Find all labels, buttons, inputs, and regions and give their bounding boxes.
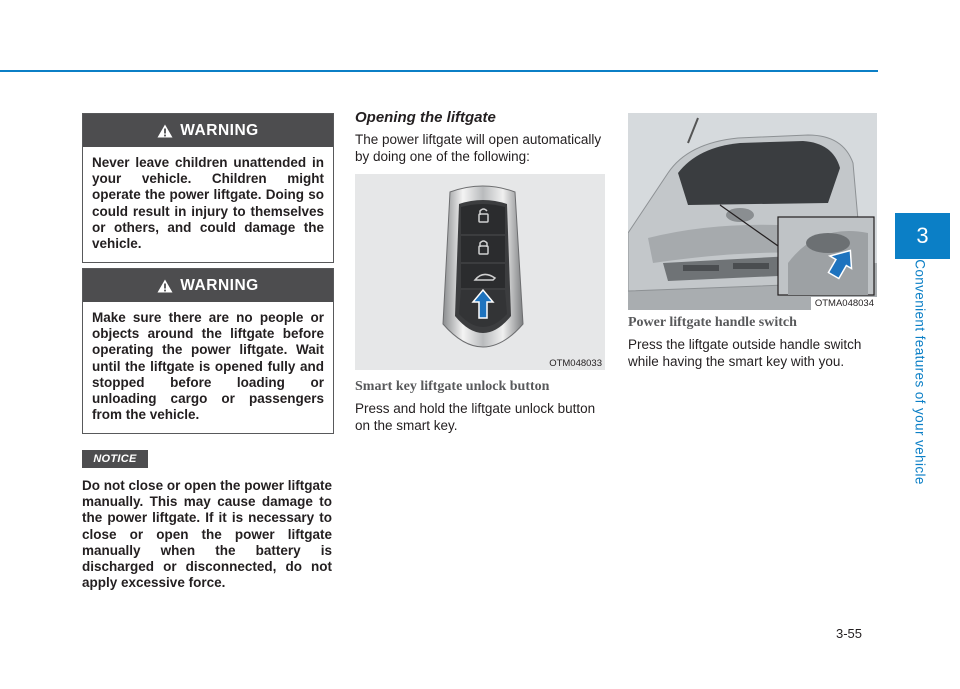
- smart-key-figure: [355, 174, 605, 370]
- warning-header: [83, 269, 333, 302]
- chapter-tab: [895, 213, 950, 259]
- section-title: Opening the liftgate: [355, 109, 496, 126]
- page-number: 3-55: [836, 626, 863, 641]
- figure-text: Press and hold the liftgate unlock button on the smart key.: [355, 401, 596, 433]
- warning-triangle-icon: [157, 279, 173, 293]
- liftgate-handle-illustration: [628, 113, 877, 310]
- figure-caption: Smart key liftgate unlock button: [355, 379, 550, 394]
- figure-text: Press the liftgate outside handle switch while having the smart key with you.: [628, 337, 862, 369]
- chapter-number: 3: [916, 223, 929, 248]
- notice-badge: NOTICE: [82, 450, 148, 468]
- figure-code: OTM048033: [545, 357, 605, 370]
- header-rule: [0, 70, 878, 72]
- warning-triangle-icon: [157, 124, 173, 138]
- smart-key-illustration: [355, 174, 605, 370]
- section-intro: The power liftgate will open automatically by doing one of the following:: [355, 132, 602, 164]
- warning-header: [83, 114, 333, 147]
- notice-text: Do not close or open the power liftgate manually. This may cause damage to the power liftgate. If it is necessary to close or open the power liftgate manually when the battery is discharged or disconnected, do not apply excessive force.: [82, 478, 332, 591]
- warning-text: Make sure there are no people or objects around the liftgate before operating the power liftgate. Wait until the liftgate is opened fully and stopped before loading or unloading cargo or passengers from the vehicle.: [92, 310, 324, 423]
- warning-box-children: [82, 113, 334, 263]
- warning-label: WARNING: [180, 121, 259, 139]
- figure-code: OTMA048034: [811, 297, 877, 310]
- figure-caption: Power liftgate handle switch: [628, 315, 797, 330]
- warning-text: Never leave children unattended in your vehicle. Children might operate the power liftgate. Doing so could result in injury to themselves or others, and could damage the vehicle.: [92, 155, 324, 252]
- liftgate-handle-figure: [628, 113, 877, 310]
- chapter-title-text: Convenient features of your vehicle: [912, 259, 928, 485]
- warning-box-obstacles: [82, 268, 334, 434]
- warning-label: WARNING: [180, 276, 259, 294]
